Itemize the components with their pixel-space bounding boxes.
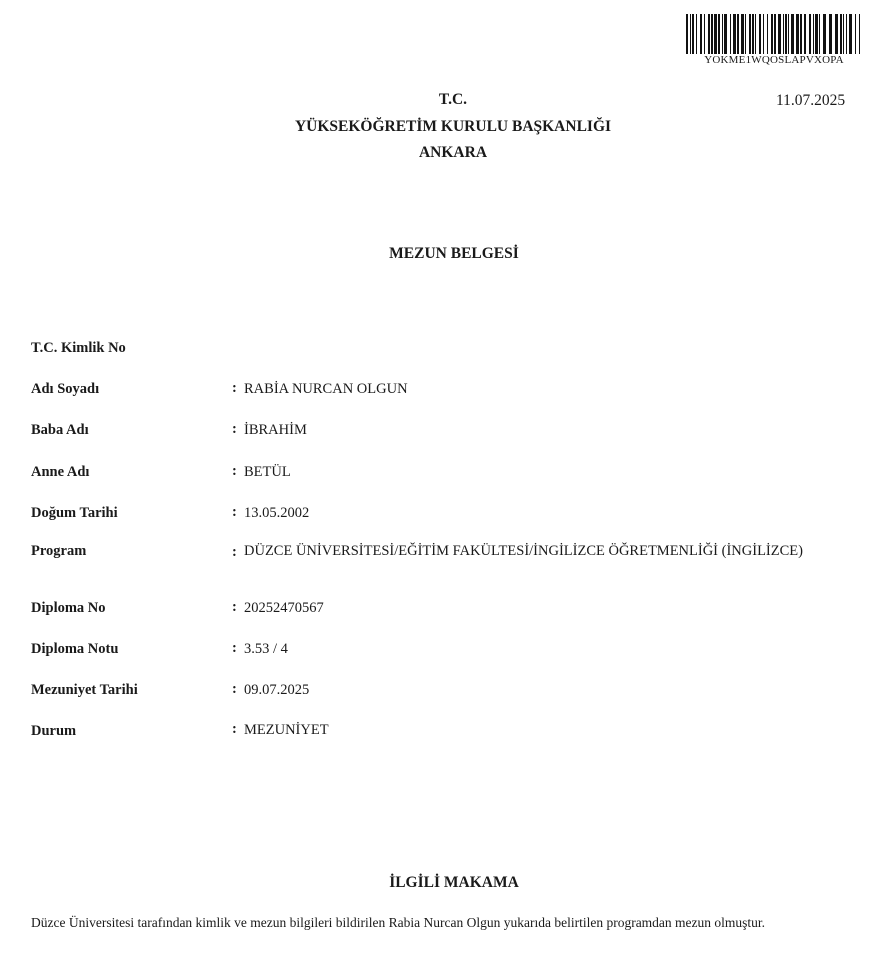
barcode-bar — [696, 14, 697, 54]
barcode-bar — [846, 14, 847, 54]
section-title: İLGİLİ MAKAMA — [389, 874, 519, 891]
barcode-bar — [745, 14, 746, 54]
field-value-adi-soyadi: RABİA NURCAN OLGUN — [244, 381, 408, 397]
barcode-bar — [829, 14, 832, 54]
barcode-bar — [840, 14, 842, 54]
header-tc: T.C. — [438, 91, 468, 108]
barcode-bar — [843, 14, 844, 54]
field-label-tc-kimlik: T.C. Kimlik No — [31, 340, 126, 356]
field-colon: : — [232, 544, 237, 560]
field-value-dogum-tarihi: 13.05.2002 — [244, 505, 310, 521]
barcode-bar — [767, 14, 768, 54]
barcode-bar — [700, 14, 702, 54]
barcode-bar — [809, 14, 811, 54]
field-value-program: DÜZCE ÜNİVERSİTESİ/EĞİTİM FAKÜLTESİ/İNGİLİZCE ÖĞRETMENLİĞİ (İNGİLİZCE) — [244, 543, 803, 559]
barcode-bar — [778, 14, 781, 54]
field-value-mezuniyet-tarihi: 09.07.2025 — [244, 682, 310, 698]
barcode-bar — [835, 14, 838, 54]
barcode-bar — [763, 14, 764, 54]
barcode-bar — [771, 14, 773, 54]
field-label-adi-soyadi: Adı Soyadı — [31, 381, 100, 397]
field-label-diploma-no: Diploma No — [31, 600, 106, 616]
field-label-durum: Durum — [31, 723, 77, 739]
header-institution: YÜKSEKÖĞRETİM KURULU BAŞKANLIĞI — [294, 118, 612, 135]
barcode-bar — [755, 14, 756, 54]
barcode-bar — [692, 14, 694, 54]
barcode-code: YOKME1WQOSLAPVXOPA — [704, 54, 844, 66]
barcode-bar — [785, 14, 787, 54]
barcode-image — [686, 14, 862, 54]
barcode-bar — [783, 14, 784, 54]
barcode-bar — [791, 14, 794, 54]
barcode-bar — [730, 14, 731, 54]
barcode-bar — [704, 14, 705, 54]
barcode-bar — [759, 14, 761, 54]
barcode — [686, 14, 862, 66]
field-value-baba-adi: İBRAHİM — [244, 422, 307, 438]
field-label-baba-adi: Baba Adı — [31, 422, 89, 438]
field-colon: : — [232, 599, 237, 615]
field-label-program: Program — [31, 543, 87, 559]
field-label-anne-adi: Anne Adı — [31, 464, 90, 480]
barcode-bar — [733, 14, 736, 54]
barcode-bar — [686, 14, 688, 54]
field-label-mezuniyet-tarihi: Mezuniyet Tarihi — [31, 682, 138, 698]
barcode-bar — [752, 14, 754, 54]
barcode-bar — [708, 14, 710, 54]
field-label-dogum-tarihi: Doğum Tarihi — [31, 505, 118, 521]
barcode-bar — [749, 14, 751, 54]
barcode-bar — [815, 14, 818, 54]
barcode-bar — [849, 14, 852, 54]
field-colon: : — [232, 504, 237, 520]
barcode-bar — [813, 14, 814, 54]
barcode-bar — [804, 14, 806, 54]
barcode-bar — [711, 14, 713, 54]
barcode-bar — [741, 14, 744, 54]
barcode-bar — [855, 14, 856, 54]
barcode-bar — [796, 14, 799, 54]
field-label-diploma-notu: Diploma Notu — [31, 641, 119, 657]
field-colon: : — [232, 681, 237, 697]
field-colon: : — [232, 463, 237, 479]
field-value-diploma-no: 20252470567 — [244, 600, 324, 616]
barcode-bar — [859, 14, 860, 54]
field-colon: : — [232, 421, 237, 437]
barcode-bar — [819, 14, 820, 54]
barcode-bar — [718, 14, 720, 54]
header-city: ANKARA — [418, 144, 488, 161]
barcode-bar — [823, 14, 826, 54]
barcode-bar — [714, 14, 717, 54]
barcode-bar — [724, 14, 727, 54]
field-colon: : — [232, 721, 237, 737]
field-colon: : — [232, 640, 237, 656]
field-colon: : — [232, 380, 237, 396]
statement-text: Düzce Üniversitesi tarafından kimlik ve mezun bilgileri bildirilen Rabia Nurcan Olgun yukarıda belirtilen programdan mezun olmuştur. — [31, 915, 766, 930]
barcode-bar — [737, 14, 739, 54]
field-value-diploma-notu: 3.53 / 4 — [244, 641, 288, 657]
barcode-bar — [800, 14, 802, 54]
barcode-bar — [690, 14, 691, 54]
barcode-bar — [788, 14, 789, 54]
barcode-bar — [774, 14, 776, 54]
field-value-durum: MEZUNİYET — [244, 722, 329, 738]
field-value-anne-adi: BETÜL — [244, 464, 291, 480]
barcode-bar — [722, 14, 723, 54]
document-date: 11.07.2025 — [776, 92, 846, 109]
document-title: MEZUN BELGESİ — [389, 245, 519, 262]
